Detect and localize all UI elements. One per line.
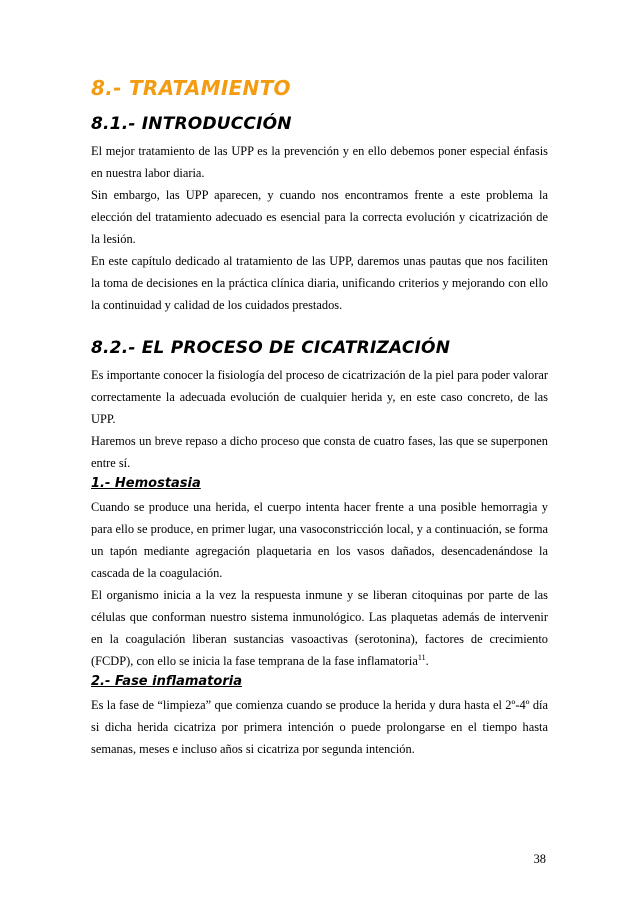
subheading-hemostasia: 1.- Hemostasia [91,476,201,491]
citation-reference: 11 [417,652,426,662]
section-title-cicatrizacion: 8.2.- EL PROCESO DE CICATRIZACIÓN [91,338,451,358]
paragraph-text: El organismo inicia a la vez la respuesta inmune y se liberan citoquinas por parte de las células que conforman nuestro sistema inmunológico. Las plaquetas además de intervenir en la coagulación liberan sustancias vasoactivas (serotonina), factores de crecimiento (FCDP), con ello se inicia la fase temprana de la fase inflamatoria [91,588,548,668]
paragraph: Cuando se produce una herida, el cuerpo intenta hacer frente a una posible hemorragia y para ello se produce, en primer lugar, una vasoconstricción local, y a continuación, se forma un tapón mediante agregación plaquetaria en los vasos dañados, desencadenándose la cascada de la coagulación. [91,500,548,580]
paragraph: Haremos un breve repaso a dicho proceso que consta de cuatro fases, las que se superponen entre sí. [91,434,548,470]
page-number: 38 [533,852,546,866]
section-title-introduccion: 8.1.- INTRODUCCIÓN [91,114,292,134]
paragraph: Es importante conocer la fisiología del proceso de cicatrización de la piel para poder valorar correctamente la adecuada evolución de cualquier herida y, en este caso concreto, de las UPP. [91,368,548,426]
paragraph: En este capítulo dedicado al tratamiento de las UPP, daremos unas pautas que nos faciliten la toma de decisiones en la práctica clínica diaria, unificando criterios y mejorando con ello la continuidad y calidad de los cuidados prestados. [91,254,548,312]
paragraph: Es la fase de “limpieza” que comienza cuando se produce la herida y dura hasta el 2º-4º día si dicha herida cicatriza por primera intención o puede prolongarse en el tiempo hasta semanas, meses e incluso años si cicatriza por segunda intención. [91,698,548,756]
paragraph-with-reference [91,584,548,672]
subheading-fase-inflamatoria: 2.- Fase inflamatoria [91,674,242,689]
chapter-title: 8.- TRATAMIENTO [91,76,291,100]
paragraph: Sin embargo, las UPP aparecen, y cuando nos encontramos frente a este problema la elección del tratamiento adecuado es esencial para la correcta evolución y cicatrización de la lesión. [91,188,548,246]
paragraph-end: . [425,654,429,668]
page-content [91,74,548,760]
paragraph: El mejor tratamiento de las UPP es la prevención y en ello debemos poner especial énfasis en nuestra labor diaria. [91,144,548,180]
